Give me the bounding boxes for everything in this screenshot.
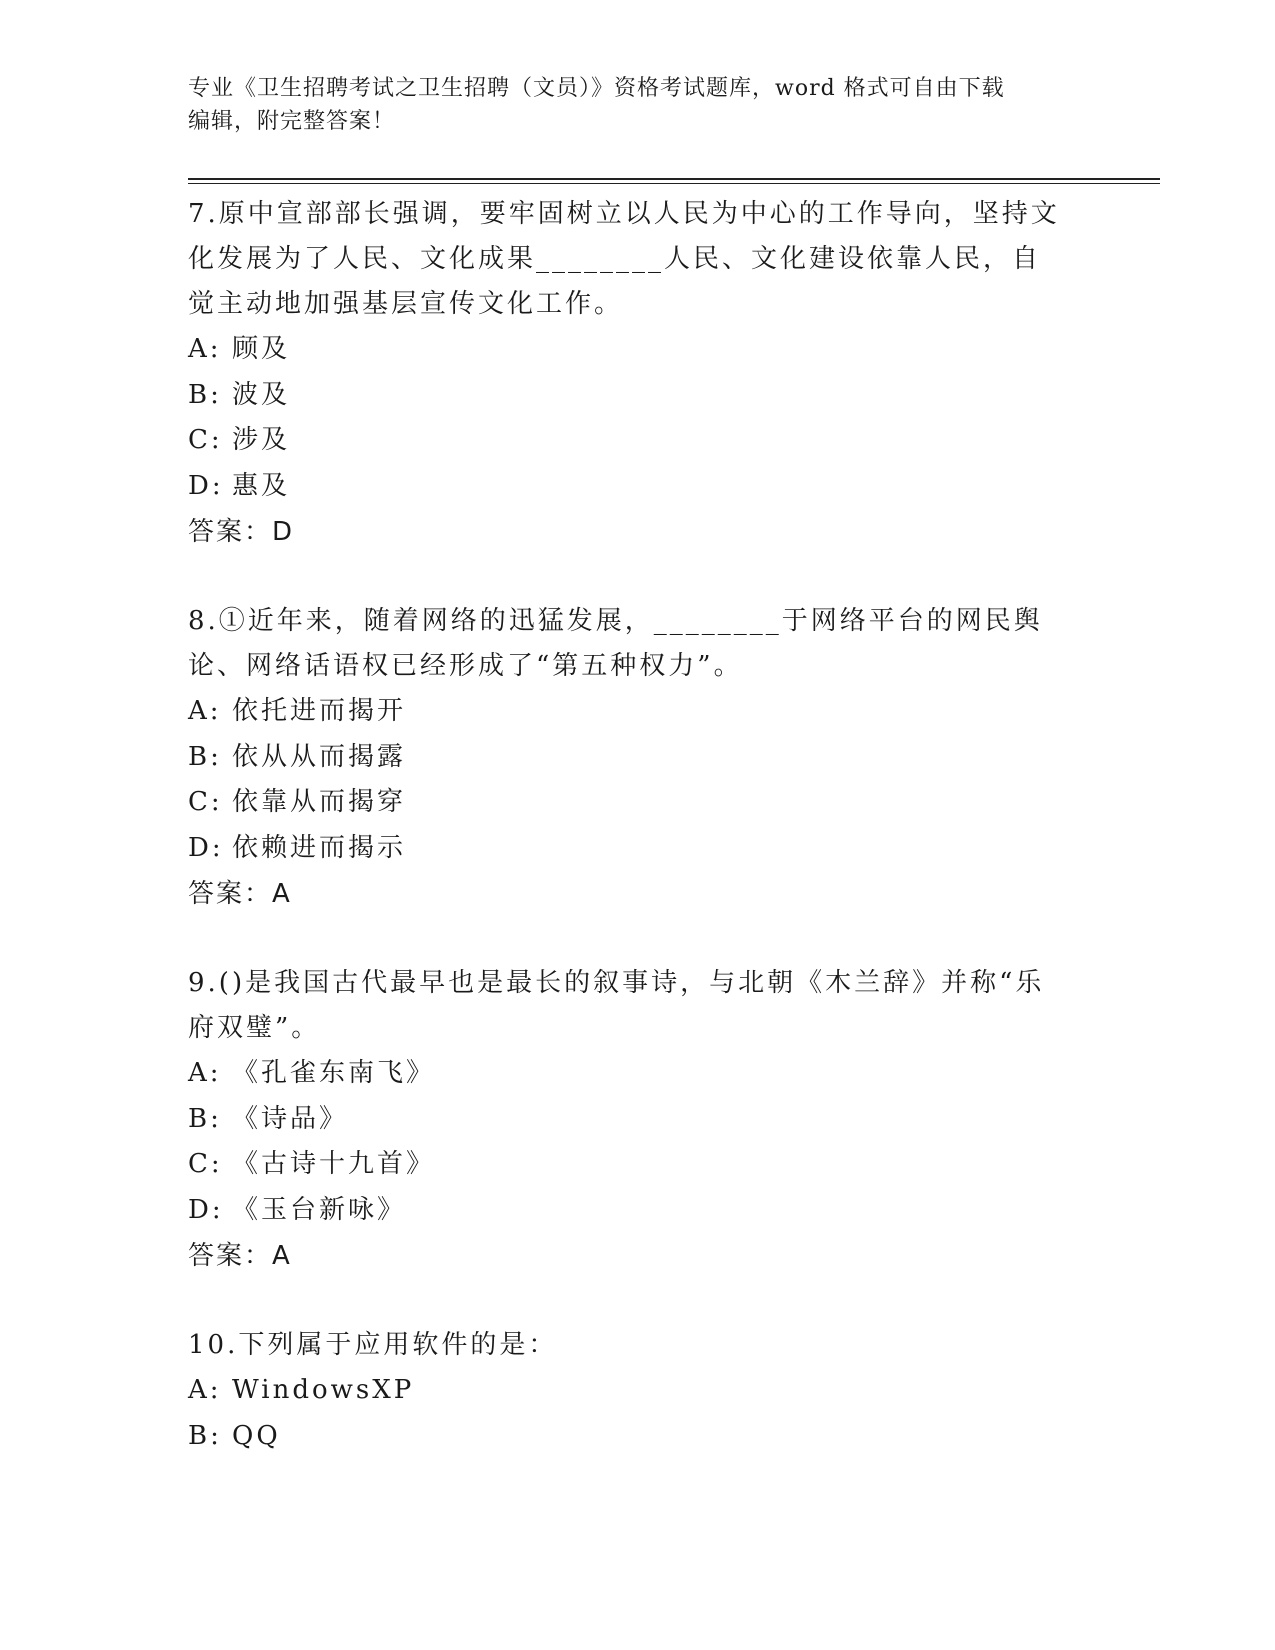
answer-label: 答案：A: [188, 879, 292, 909]
option-text: WindowsXP: [232, 1375, 415, 1405]
option-c: [188, 418, 1068, 464]
option-text: 《孔雀东南飞》: [232, 1058, 436, 1088]
option-text: 惠及: [232, 470, 291, 501]
question-stem: 7.原中宣部部长强调，要牢固树立以人民为中心的工作导向，坚持文化发展为了人民、文化成果________人民、文化建设依靠人民，自觉主动地加强基层宣传文化工作。: [188, 199, 1060, 319]
document-header: [188, 72, 1088, 138]
option-letter: D:: [188, 832, 224, 863]
option-letter: B:: [188, 741, 222, 772]
option-d: [188, 1188, 1068, 1234]
option-text: 依托进而揭开: [232, 696, 407, 726]
header-divider-thick: [188, 178, 1160, 180]
question-9: [188, 961, 1068, 1279]
option-text: 《诗品》: [232, 1103, 349, 1134]
option-a: [188, 327, 1068, 373]
option-letter: B:: [188, 1420, 222, 1451]
option-c: [188, 780, 1068, 826]
option-letter: C:: [188, 425, 223, 455]
header-divider-thin: [188, 183, 1160, 184]
option-b: [188, 1414, 1068, 1460]
option-letter: B:: [188, 379, 222, 410]
option-letter: B:: [188, 1103, 222, 1134]
option-text: QQ: [232, 1420, 281, 1451]
option-d: [188, 826, 1068, 872]
option-c: [188, 1142, 1068, 1188]
option-b: [188, 1097, 1068, 1143]
question-10: [188, 1323, 1068, 1459]
header-line-1: 专业《卫生招聘考试之卫生招聘（文员）》资格考试题库，word 格式可自由下载: [188, 76, 1005, 101]
option-text: 《古诗十九首》: [232, 1149, 436, 1179]
option-a: [188, 1368, 1068, 1414]
question-8: [188, 599, 1068, 917]
option-text: 顾及: [232, 334, 291, 364]
option-d: [188, 464, 1068, 510]
option-text: 依靠从而揭穿: [232, 787, 407, 817]
option-letter: A:: [188, 1058, 222, 1088]
option-letter: D:: [188, 470, 224, 501]
option-text: 波及: [232, 379, 291, 410]
question-stem: 8.①近年来，随着网络的迅猛发展，________于网络平台的网民舆论、网络话语权已经形成了“第五种权力”。: [188, 606, 1043, 681]
option-b: [188, 735, 1068, 781]
question-stem: 10.下列属于应用软件的是：: [188, 1330, 558, 1360]
option-letter: D:: [188, 1194, 224, 1225]
option-letter: C:: [188, 1149, 223, 1179]
option-text: 《玉台新咏》: [232, 1194, 407, 1225]
option-text: 依从从而揭露: [232, 741, 407, 772]
question-7: [188, 192, 1068, 555]
option-a: [188, 1051, 1068, 1097]
option-letter: A:: [188, 334, 222, 364]
option-letter: A:: [188, 1375, 222, 1405]
header-line-2: 编辑，附完整答案！: [188, 109, 396, 134]
option-b: [188, 373, 1068, 419]
question-stem: 9.()是我国古代最早也是最长的叙事诗，与北朝《木兰辞》并称“乐府双璧”。: [188, 968, 1045, 1043]
option-a: [188, 689, 1068, 735]
answer-label: 答案：D: [188, 517, 295, 547]
option-letter: A:: [188, 696, 222, 726]
answer-label: 答案：A: [188, 1241, 292, 1271]
option-letter: C:: [188, 787, 223, 817]
option-text: 依赖进而揭示: [232, 832, 407, 863]
question-list: [188, 192, 1068, 1503]
option-text: 涉及: [232, 425, 291, 455]
